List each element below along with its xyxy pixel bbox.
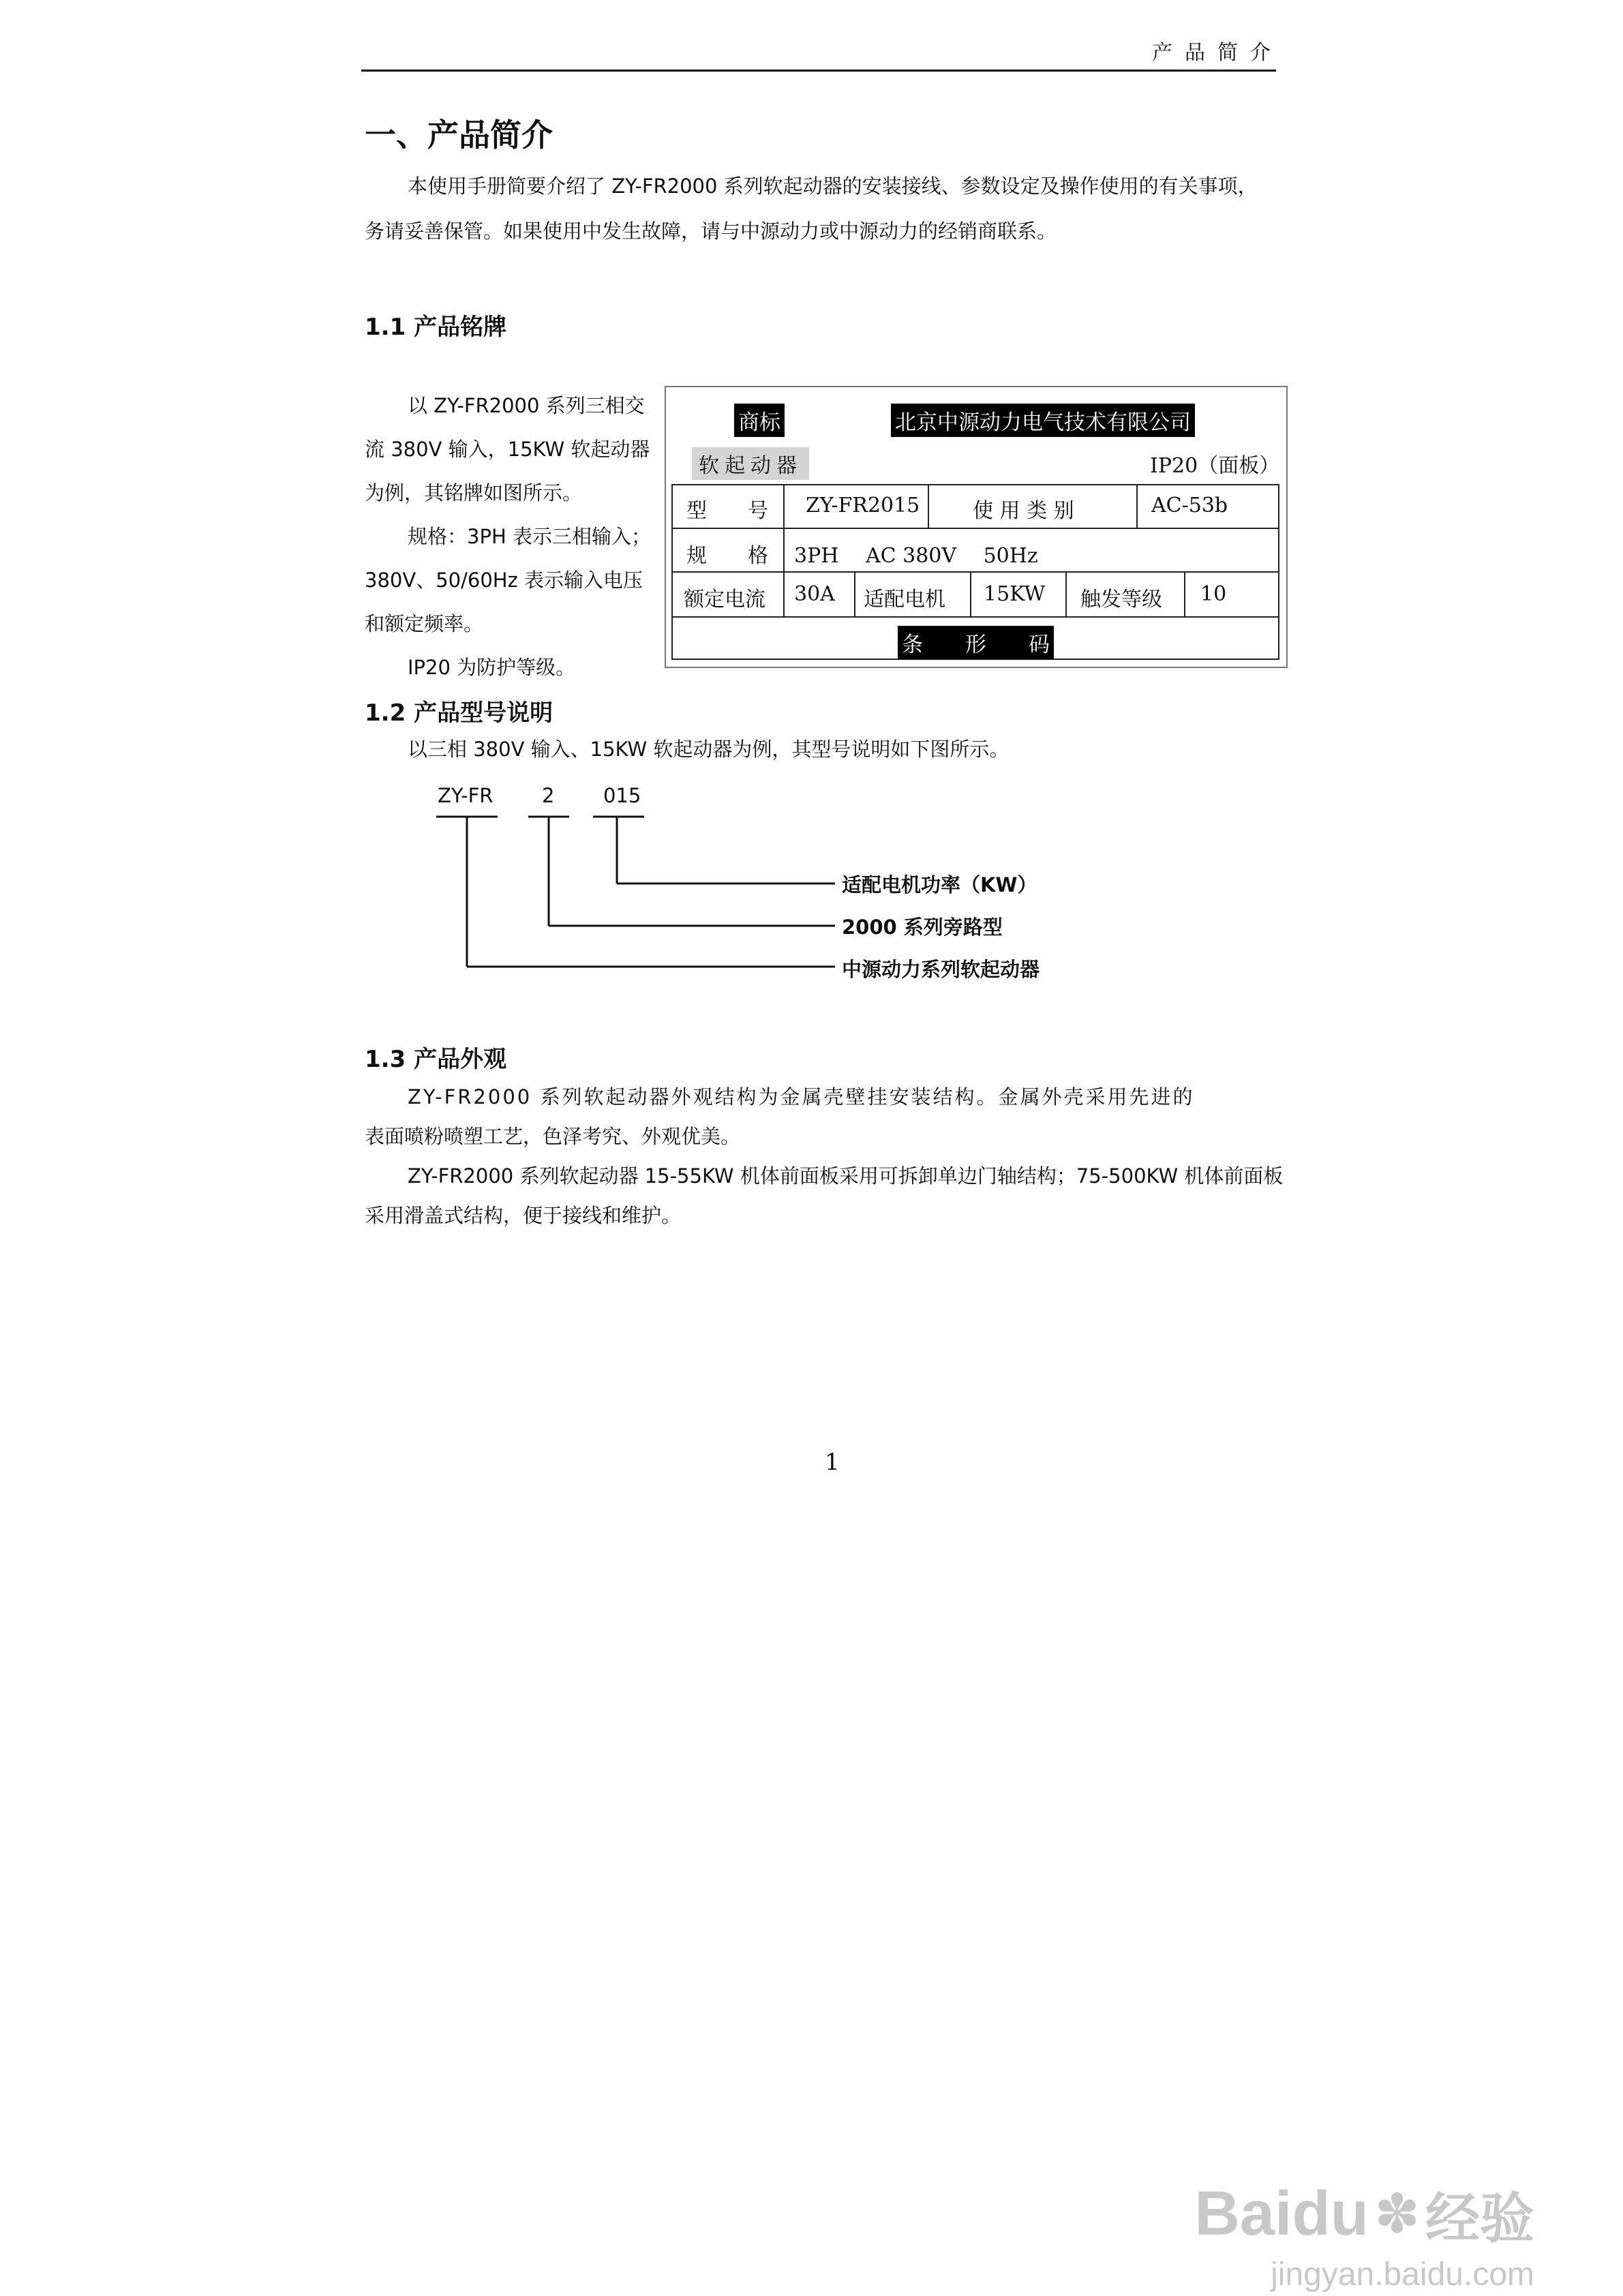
watermark-cn: 经验	[1425, 2187, 1534, 2250]
code-part-power: 015	[603, 784, 641, 807]
category-label: 使 用 类 别	[973, 499, 1074, 523]
appearance-p1-line2: 表面喷粉喷塑工艺，色泽考究、外观优美。	[365, 1125, 741, 1148]
appearance-p1-line1: ZY-FR2000 系列软起动器外观结构为金属壳壁挂安装结构。金属外壳采用先进的	[408, 1085, 1195, 1108]
subsection-title-1-3: 1.3 产品外观	[365, 1046, 507, 1073]
subsection-title-1-1: 1.1 产品铭牌	[365, 314, 507, 341]
watermark-brand: Baidu	[1194, 2179, 1369, 2248]
intro-line-2: 务请妥善保管。如果使用中发生故障，请与中源动力或中源动力的经销商联系。	[365, 220, 1057, 243]
appearance-p2-line2: 采用滑盖式结构，便于接线和维护。	[365, 1204, 682, 1227]
nameplate-text-line: 以 ZY-FR2000 系列三相交	[408, 394, 645, 417]
code-part-series: ZY-FR	[438, 784, 494, 807]
appearance-p2-line1: ZY-FR2000 系列软起动器 15-55KW 机体前面板采用可拆卸单边门轴结构；75-500KW 机体前面板	[408, 1164, 1284, 1188]
trip-label: 触发等级	[1080, 588, 1162, 611]
intro-line-1: 本使用手册简要介绍了 ZY-FR2000 系列软起动器的安装接线、参数设定及操作使用的有关事项，	[408, 175, 1258, 198]
page-number: 1	[825, 1449, 840, 1476]
spec-label: 规 格	[686, 544, 768, 568]
nameplate-text-line: 流 380V 输入，15KW 软起动器	[365, 438, 650, 461]
current-label: 额定电流	[684, 588, 765, 611]
company-name: 北京中源动力电气技术有限公司	[891, 404, 1195, 437]
barcode-label: 条 形 码	[898, 626, 1054, 659]
category-value: AC-53b	[1151, 494, 1228, 517]
motor-label: 适配电机	[864, 588, 945, 611]
label-series-name: 中源动力系列软起动器	[842, 958, 1040, 981]
watermark-url: jingyan.baidu.com	[1271, 2256, 1534, 2293]
spec-value: 3PH AC 380V 50Hz	[794, 544, 1038, 568]
nameplate-text-line: IP20 为防护等级。	[408, 656, 576, 679]
brand-label: 商标	[734, 404, 785, 437]
nameplate-text-line: 为例，其铭牌如图所示。	[365, 481, 583, 504]
subsection-title-1-2: 1.2 产品型号说明	[365, 699, 553, 727]
baidu-watermark	[1194, 2175, 1534, 2293]
model-explain-text: 以三相 380V 输入、15KW 软起动器为例，其型号说明如下图所示。	[408, 738, 1010, 761]
nameplate-text-line: 和额定频率。	[365, 612, 484, 635]
model-code-diagram	[0, 0, 1623, 1023]
section-title: 一、产品简介	[365, 117, 553, 153]
code-part-type: 2	[542, 784, 555, 807]
running-header: 产品简介	[1152, 41, 1283, 65]
model-label: 型 号	[686, 499, 768, 523]
paw-icon: ✽	[1374, 2182, 1420, 2246]
motor-value: 15KW	[984, 582, 1046, 606]
model-value: ZY-FR2015	[806, 494, 920, 517]
protection-rating: IP20（面板）	[1150, 454, 1280, 478]
product-name: 软起动器	[692, 447, 809, 480]
label-motor-power: 适配电机功率（KW）	[842, 873, 1037, 896]
nameplate-text-line: 380V、50/60Hz 表示输入电压	[365, 569, 643, 592]
nameplate-text-line: 规格：3PH 表示三相输入；	[408, 525, 651, 548]
trip-value: 10	[1200, 582, 1227, 606]
label-bypass-type: 2000 系列旁路型	[842, 916, 1003, 939]
current-value: 30A	[794, 582, 835, 606]
